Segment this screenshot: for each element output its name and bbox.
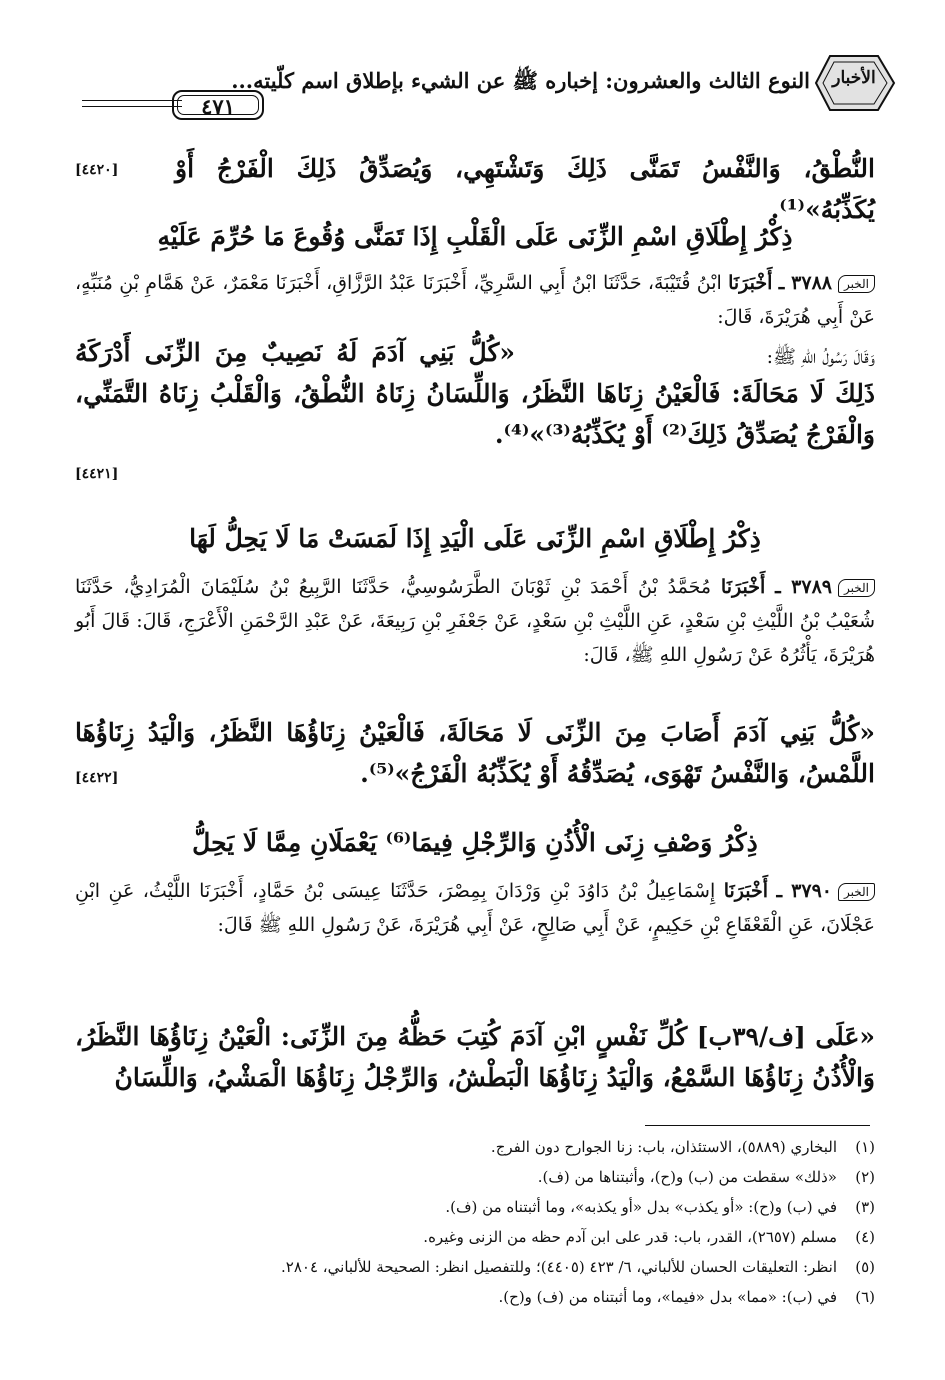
hadith-number: ٣٧٩٠ ـ [776, 880, 832, 902]
hadith-isnad [75, 266, 875, 334]
hadith-ref: [٤٤٢٢] [75, 770, 119, 786]
continuation-matn: النُّطْقُ، وَالنَّفْسُ تَمَنَّى ذَلِكَ وَتَشْتَهِي، وَيُصَدِّقُ ذَلِكَ الْفَرْجُ أَوْ يُكَذِّبُهُ»⁽¹⁾. [175, 154, 875, 224]
hadith-isnad [75, 874, 875, 942]
khabar-tag-icon: الخبر [838, 579, 875, 597]
badge-label: الأخبار [832, 68, 876, 88]
hadith-ref: [٤٤٢١] [75, 466, 119, 482]
section-heading: ذِكْرُ إِطْلَاقِ اسْمِ الزِّنَى عَلَى الْقَلْبِ إِذَا تَمَنَّى وُقُوعَ مَا حُرِّمَ عَلَيْهِ [157, 222, 793, 251]
footnote: (٦)في (ب): «مما» بدل «فيما»، وما أثبتناه من (ف) و(ح). [498, 1288, 875, 1306]
header-rule-upper [82, 100, 182, 101]
footnote: (٤)مسلم (٢٦٥٧)، القدر، باب: قدر على ابن آدم حظه من الزنى وغيره. [423, 1228, 875, 1246]
isnad-text: مُحَمَّدُ بْنُ أَحْمَدَ بْنِ ثَوْبَانَ الطَّرَسُوسِيُّ، حَدَّثَنَا الرَّبِيعُ بْنُ سُلَيْمَانَ الْمُرَادِيُّ، حَدَّثَنَا شُعَيْبُ بْنُ اللَّيْثِ بْنِ سَعْدٍ، عَنِ اللَّيْثِ بْنِ سَعْدٍ، عَنْ جَعْفَرِ بْنِ رَبِيعَةَ، عَنْ عَبْدِ الرَّحْمَنِ الْأَعْرَجِ، قَالَ: قَالَ أَبُو هُرَيْرَةَ، يَأْثُرُهُ عَنْ رَسُولِ اللهِ ﷺ، قَالَ: [75, 576, 875, 666]
khabar-tag-icon: الخبر [838, 883, 875, 901]
hadith-number: ٣٧٨٩ ـ [775, 576, 832, 598]
hadith-isnad [75, 570, 875, 672]
section-heading: ذِكْرُ وَصْفِ زِنَى الْأُذُنِ وَالرِّجْلِ فِيمَا⁽⁶⁾ يَعْمَلَانِ مِمَّا لَا يَحِلُّ [192, 828, 758, 857]
chapter-badge [808, 48, 900, 118]
page-number-frame [172, 90, 264, 120]
page-header [60, 48, 900, 118]
akhbarana: أَخْبَرَنَا [723, 880, 769, 902]
footnote: (٥)انظر: التعليقات الحسان للألباني، ٦/ ٤٢٣ (٤٤٠٥)؛ وللتفصيل انظر: الصحيحة للألباني، ٢٨٠٤. [281, 1258, 875, 1276]
running-title: النوع الثالث والعشرون: إخباره ﷺ عن الشيء بإطلاق اسم كلّيته... [231, 68, 810, 93]
footnotes [90, 1132, 875, 1312]
hadith-matn: «كُلُّ بَنِي آدَمَ لَهُ نَصِيبٌ مِنَ الزِّنَى أَدْرَكَهُ ذَلِكَ لَا مَحَالَةَ: فَالْعَيْنُ زِنَاهَا النَّظَرُ، وَاللِّسَانُ زِنَاهُ النُّطْقُ، وَالْقَلْبُ زِنَاهُ التَّمَنِّي، وَالْفَرْجُ يُصَدِّقُ ذَلِكَ⁽²⁾ أَوْ يُكَذِّبُهُ⁽³⁾»⁽⁴⁾. [75, 338, 875, 449]
hadith-matn: «كُلُّ بَنِي آدَمَ أَصَابَ مِنَ الزِّنَى لَا مَحَالَةَ، فَالْعَيْنُ زِنَاؤُهَا النَّظَرُ، وَالْيَدُ زِنَاؤُهَا اللَّمْسُ، وَالنَّفْسُ تَهْوَى، يُصَدِّقُهُ أَوْ يُكَذِّبُهُ الْفَرْجُ»⁽⁵⁾. [75, 718, 875, 788]
footnote: (١)البخاري (٥٨٨٩)، الاستئذان، باب: زنا الجوارح دون الفرج. [490, 1138, 875, 1156]
hadith-intro: وَقَالَ رَسُولُ اللهِ ﷺ: [766, 346, 875, 368]
header-rule-lower [82, 106, 182, 107]
hadith-matn: «عَلَى [ف/٣٩ب] كُلِّ نَفْسٍ ابْنِ آدَمَ كُتِبَ حَظُّهُ مِنَ الزِّنَى: الْعَيْنُ زِنَاؤُهَا النَّظَرُ، وَالْأُذُنُ زِنَاؤُهَا السَّمْعُ، وَالْيَدُ زِنَاؤُهَا الْبَطْشُ، وَالرِّجْلُ زِنَاؤُهَا الْمَشْيُ، وَاللِّسَانُ [75, 1022, 875, 1092]
isnad-text: إِسْمَاعِيلُ بْنُ دَاوُدَ بْنِ وَرْدَانَ بِمِصْرَ، حَدَّثَنَا عِيسَى بْنُ حَمَّادٍ، أَخْبَرَنَا اللَّيْثُ، عَنِ ابْنِ عَجْلَانَ، عَنِ الْقَعْقَاعِ بْنِ حَكِيمٍ، عَنْ أَبِي صَالِحٍ، عَنْ أَبِي هُرَيْرَةَ، عَنْ رَسُولِ اللهِ ﷺ قَالَ: [75, 880, 875, 936]
continuation-text [175, 148, 875, 230]
isnad-text: ابْنُ قُتَيْبَةَ، حَدَّثَنَا ابْنُ أَبِي السَّرِيِّ، أَخْبَرَنَا عَبْدُ الرَّزَّاقِ، أَخْبَرَنَا مَعْمَرٌ، عَنْ هَمَّامِ بْنِ مُنَبِّهٍ، عَنْ أَبِي هُرَيْرَةَ، قَالَ: [75, 272, 875, 328]
hadith-number: ٣٧٨٨ ـ [778, 272, 832, 294]
section-heading: ذِكْرُ إِطْلَاقِ اسْمِ الزِّنَى عَلَى الْيَدِ إِذَا لَمَسَتْ مَا لَا يَحِلُّ لَهَا [189, 524, 761, 553]
footnote-rule [645, 1125, 870, 1126]
hadith-ref: [٤٤٢٠] [75, 162, 119, 178]
page-number: ٤٧١ [201, 94, 235, 119]
footnote: (٢)«ذلك» سقطت من (ب) و(ح)، وأثبتناها من (ف). [537, 1168, 875, 1186]
akhbarana: أَخْبَرَنَا [728, 272, 773, 294]
footnote: (٣)في (ب) و(ح): «أو يكذب» بدل «أو يكذبه»، وما أثبتناه من (ف). [445, 1198, 875, 1216]
khabar-tag-icon: الخبر [838, 275, 875, 293]
akhbarana: أَخْبَرَنَا [720, 576, 766, 598]
